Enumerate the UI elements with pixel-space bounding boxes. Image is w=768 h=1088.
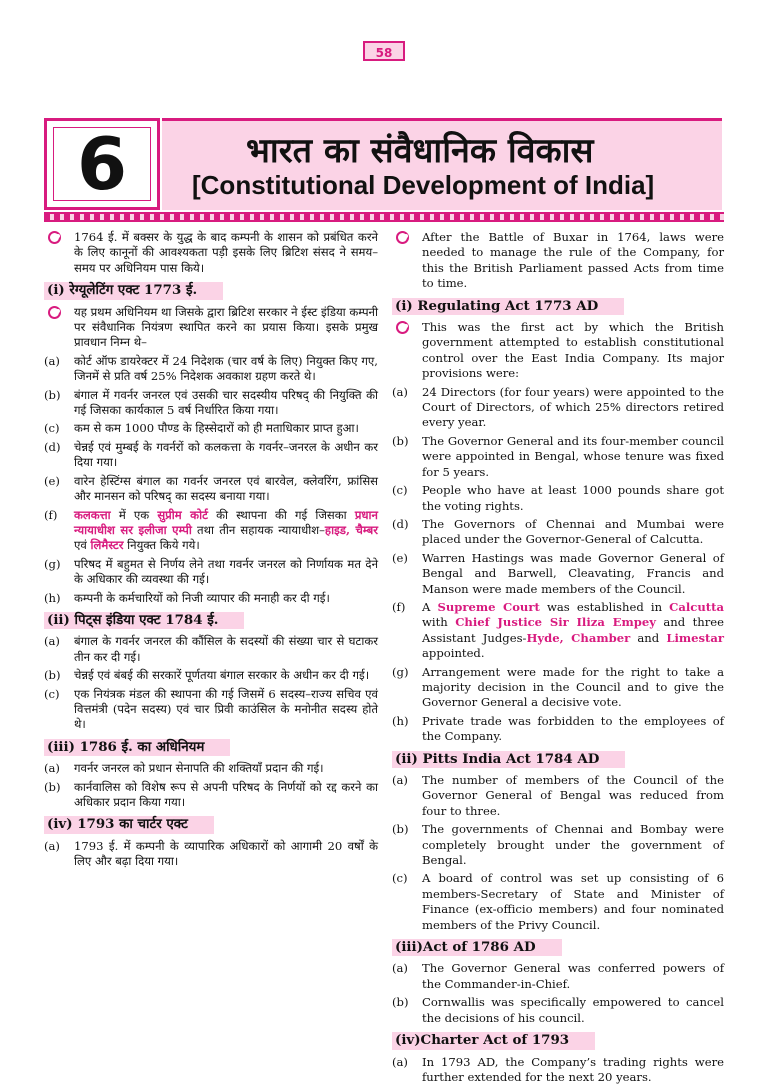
list-item: (c) A board of control was set up consisting of 6 members-Secretary of State and Minister of Finance (ex-officio members) and four nominated members of the Privy Council. [392,871,724,932]
chapter-number: 6 [76,122,128,206]
bullet-icon [396,231,409,244]
list-item: (d) चेन्नई एवं मुम्बई के गवर्नरों को कलकत्ता के गवर्नर–जनरल के अधीन कर दिया गया। [44,439,378,470]
list-item: (b) चेन्नई एवं बंबई की सरकारें पूर्णतया बंगाल सरकार के अधीन कर दी गई। [44,668,370,683]
section-heading: (ii) पिट्स इंडिया एक्ट 1784 ई. [44,612,244,629]
list-item: (e) वारेन हेस्टिंग्स बंगाल का गवर्नर जनरल एवं बारवेल, क्लेवरिंग, फ्रांसिस और मानसन को परिषद् का सदस्य बनाया गया। [44,473,378,504]
list-item: (e) Warren Hastings was made Governor General of Bengal and Barwell, Cleavating, Francis and Manson were made members of the Council. [392,550,724,596]
list-item: (g) परिषद में बहुमत से निर्णय लेने तथा गवर्नर जनरल को निर्णायक मत देने के अधिकार की व्यवस्था की गई। [44,556,378,587]
list-item: (b) Cornwallis was specifically empowered to cancel the decisions of his council. [392,995,724,1025]
decorative-divider [44,212,724,222]
list-item: (d) The Governors of Chennai and Mumbai were placed under the Governor-General of Calcutta. [392,516,724,547]
section-heading: (iv) 1793 का चार्टर एक्ट [44,816,214,833]
bullet-icon [48,231,61,244]
list-item: (c) कम से कम 1000 पौण्ड के हिस्सेदारों को ही मताधिकार प्राप्त हुआ। [44,421,359,436]
section-heading: (i) Regulating Act 1773 AD [392,298,624,315]
list-item: (a) 24 Directors (for four years) were appointed to the Court of Directors, of which 25% directors retired every year. [392,384,724,430]
list-item: (f) A Supreme Court was established in Calcutta with Chief Justice Sir Iliza Empey and three Assistant Judges-Hyde, Chamber and Limestar appointed. [392,599,725,661]
list-item: यह प्रथम अधिनियम था जिसके द्वारा ब्रिटिश सरकार ने ईस्ट इंडिया कम्पनी पर संवैधानिक नियंत्रण स्थापित करने का प्रयास किया। इसके प्रमुख प्रावधान निम्न थे– [44,305,378,351]
section-heading: (ii) Pitts India Act 1784 AD [392,751,625,768]
english-column [392,230,724,1088]
list-item: (h) Private trade was forbidden to the employees of the Company. [392,713,724,744]
chapter-title-english: [Constitutional Development of India] [192,170,655,200]
page-number: 58 [363,41,405,61]
list-item: (a) कोर्ट ऑफ डायरेक्टर में 24 निदेशक (चार वर्ष के लिए) नियुक्त किए गए, जिनमें से प्रति वर्ष 25% निदेशक अवकाश ग्रहण करते थे। [44,353,378,384]
list-item: (a) बंगाल के गवर्नर जनरल की कौंसिल के सदस्यों की संख्या चार से घटाकर तीन कर दी गई। [44,634,378,664]
list-item: (h) कम्पनी के कर्मचारियों को निजी व्यापार की मनाही कर दी गई। [44,590,330,605]
list-item: (a) The Governor General was conferred powers of the Commander-in-Chief. [392,961,724,991]
list-item: (f) कलकत्ता में एक सुप्रीम कोर्ट की स्थापना की गई जिसका प्रधान न्यायाधीश सर इलीजा एम्पी तथा तीन सहायक न्यायाधीश–हाइड, चैम्बर एवं लिमैस्टर नियुक्त किये गये। [44,507,378,553]
bullet-icon [48,306,61,319]
list-item: (b) The governments of Chennai and Bombay were completely brought under the government of Bengal. [392,822,724,868]
list-item: (g) Arrangement were made for the right to take a majority decision in the Council and to give the Governor General a decisive vote. [392,664,724,710]
chapter-title-band [162,118,722,210]
list-item: (c) एक नियंत्रक मंडल की स्थापना की गई जिसमें 6 सदस्य–राज्य सचिव एवं वित्तमंत्री (पदेन सदस्य) एवं चार प्रिवी काउंसिल के मनोनीत सदस्य होते थे। [44,686,378,732]
list-item: This was the first act by which the British government attempted to establish constitutional control over the East India Company. Its major provisions were: [392,320,724,382]
section-heading: (i) रेग्यूलेटिंग एक्ट 1773 ई. [44,282,223,299]
section-heading: (iii)Act of 1786 AD [392,939,562,956]
hindi-column [44,230,378,873]
list-item: (a) 1793 ई. में कम्पनी के व्यापारिक अधिकारों को आगामी 20 वर्षों के लिए और बढ़ा दिया गया। [44,838,378,869]
bullet-icon [396,321,409,334]
section-heading: (iii) 1786 ई. का अधिनियम [44,739,230,756]
chapter-title-hindi: भारत का संवैधानिक विकास [246,131,594,171]
chapter-number-box [44,118,160,210]
list-item: (c) People who have at least 1000 pounds share got the voting rights. [392,483,724,513]
list-item: (a) गवर्नर जनरल को प्रधान सेनापति की शक्तियाँ प्रदान की गई। [44,761,324,776]
intro-bullet: After the Battle of Buxar in 1764, laws were needed to manage the rule of the Company, for this the British Parliament passed Acts from time to time. [392,230,724,292]
intro-bullet: 1764 ई. में बक्सर के युद्ध के बाद कम्पनी के शासन को प्रबंधित करने के लिए कानूनों की आवश्यकता पड़ी इसके लिए ब्रिटिश संसद ने समय–समय पर अधिनियम पास किये। [44,230,378,276]
list-item: (a) In 1793 AD, the Company’s trading rights were further extended for the next 20 years. [392,1054,724,1084]
list-item: (a) The number of members of the Council of the Governor General of Bengal was reduced from four to three. [392,773,724,818]
list-item: (b) The Governor General and its four-member council were appointed in Bengal, whose tenure was fixed for 5 years. [392,433,724,479]
list-item: (b) बंगाल में गवर्नर जनरल एवं उसकी चार सदस्यीय परिषद् की नियुक्ति की गई जिसका कार्यकाल 5 वर्ष निर्धारित किया गया। [44,387,378,418]
section-heading: (iv)Charter Act of 1793 [392,1032,595,1049]
list-item: (b) कार्नवालिस को विशेष रूप से अपनी परिषद के निर्णयों को रद्द करने का अधिकार प्रदान किया गया। [44,779,378,809]
